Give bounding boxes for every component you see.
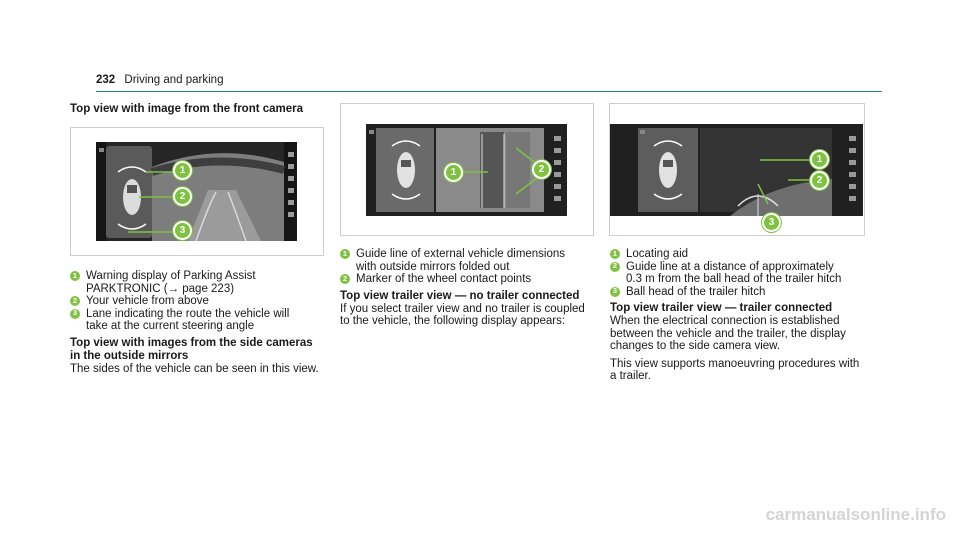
col2-text: [340, 248, 610, 328]
list-item: [610, 286, 890, 299]
list-item: [340, 273, 610, 286]
col3-body2-line: a trailer.: [610, 370, 651, 382]
col3-body2-line: This view supports manoeuvring procedures with: [610, 357, 860, 370]
page-number: 232: [96, 74, 116, 86]
col2-body-line: to the vehicle, the following display appears:: [340, 315, 566, 327]
section-title: Driving and parking: [124, 74, 224, 86]
item-number: 2: [610, 262, 620, 272]
item-line: Lane indicating the route the vehicle will: [86, 307, 290, 320]
item-line: Warning display of Parking Assist: [86, 270, 256, 282]
col3-text: [610, 248, 890, 383]
col3-body-line: When the electrical connection is established: [610, 315, 840, 327]
trailer-camera-image: [610, 124, 863, 216]
col3-body-line: changes to the side camera view.: [610, 340, 781, 352]
subheading-line: in the outside mirrors: [70, 349, 189, 362]
item-number: 3: [610, 287, 620, 297]
list-item: [610, 248, 890, 261]
col1-subheading: [70, 337, 340, 363]
col1-heading: Top view with image from the front camera: [70, 103, 304, 115]
col3-body-line: between the vehicle and the trailer, the display: [610, 327, 846, 340]
callout-3: 3: [764, 215, 779, 230]
item-line: with outside mirrors folded out: [356, 260, 510, 273]
list-item: [70, 308, 340, 333]
callout-2: 2: [534, 162, 549, 177]
col2-body-line: If you select trailer view and no trailer is coupled: [340, 302, 585, 315]
item-number: 1: [610, 249, 620, 259]
item-number: 1: [70, 271, 80, 281]
figure-front-camera: [70, 127, 324, 256]
item-number: 3: [70, 309, 80, 319]
item-line: take at the current steering angle: [86, 320, 255, 332]
item-line: Guide line at a distance of approximately: [626, 260, 834, 273]
list-item: [70, 295, 340, 308]
col2-subheading: Top view trailer view — no trailer connected: [340, 289, 580, 302]
item-line: 0.3 m from the ball head of the trailer hitch: [626, 273, 842, 285]
list-item: [340, 248, 610, 273]
item-line: PARKTRONIC (→ page 223): [86, 282, 235, 295]
item-number: 2: [70, 296, 80, 306]
callout-2: 2: [175, 189, 190, 204]
list-item: [610, 261, 890, 286]
page-header: [96, 74, 223, 86]
item-line: Marker of the wheel contact points: [356, 273, 532, 285]
trailer-camera-screen: [610, 124, 863, 216]
item-line: Your vehicle from above: [86, 295, 209, 307]
callout-2: 2: [812, 173, 827, 188]
front-camera-image: [96, 142, 297, 241]
col3-subheading: Top view trailer view — trailer connected: [610, 302, 833, 314]
col1-body: The sides of the vehicle can be seen in this view.: [70, 362, 319, 375]
watermark: carmanualsonline.info: [765, 505, 946, 524]
figure-trailer-view: [609, 103, 865, 236]
item-number: 2: [340, 274, 350, 284]
figure-side-cameras: [340, 103, 594, 236]
header-rule: [96, 91, 882, 92]
item-line: Locating aid: [626, 248, 689, 260]
item-line: Ball head of the trailer hitch: [626, 285, 766, 298]
subheading-line: Top view with images from the side cameras: [70, 336, 313, 349]
item-line: Guide line of external vehicle dimensions: [356, 248, 566, 260]
callout-3: 3: [175, 223, 190, 238]
callout-1: 1: [175, 163, 190, 178]
callout-1: 1: [812, 152, 827, 167]
item-number: 1: [340, 249, 350, 259]
callout-1: 1: [446, 165, 461, 180]
front-camera-screen: [96, 142, 297, 241]
list-item: [70, 270, 340, 295]
col1-text: [70, 270, 340, 375]
